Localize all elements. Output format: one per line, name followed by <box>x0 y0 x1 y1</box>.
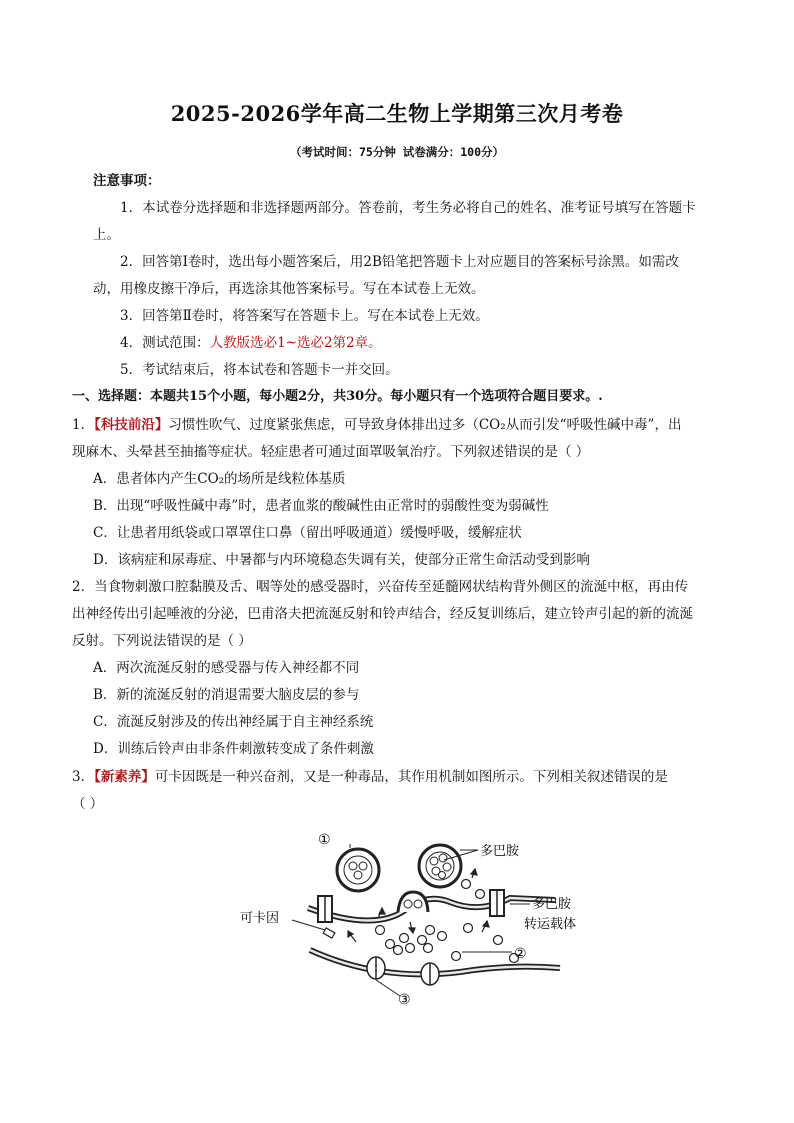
exam-title: 2025-2026学年高二生物上学期第三次月考卷 <box>170 101 624 126</box>
q1-option-d: D．该病症和尿毒症、中暑都与内环境稳态失调有关，使部分正常生命活动受到影响 <box>93 552 590 568</box>
q3-stem-a: 可卡因既是一种兴奋剂，又是一种毒品，其作用机制如图所示。下列相关叙述错误的是 <box>154 769 668 785</box>
q3-stem-line-a <box>72 768 668 786</box>
q2-option-c: C．流涎反射涉及的传出神经属于自主神经系统 <box>93 714 374 730</box>
q2-stem-line-c: 反射。下列说法错误的是（ ） <box>72 633 252 649</box>
label-1: ① <box>318 832 331 848</box>
q2-stem-line-a: 2．当食物刺激口腔黏膜及舌、咽等处的感受器时，兴奋传至延髓网状结构背外侧区的流涎中枢，再由传 <box>72 579 689 595</box>
q1-stem-a: 习惯性吹气、过度紧张焦虑，可导致身体排出过多（CO₂从而引发“呼吸性碱中毒”，出 <box>168 417 682 433</box>
label-dopamine: 多巴胺 <box>480 844 520 859</box>
label-2: ② <box>514 946 527 962</box>
q2-option-b: B．新的流涎反射的消退需要大脑皮层的参与 <box>93 687 360 703</box>
notice-2-line-a: 2．回答第Ⅰ卷时，选出每小题答案后，用2B铅笔把答题卡上对应题目的答案标号涂黑。如需改 <box>120 254 679 270</box>
notice-1-line-b: 上。 <box>93 227 120 243</box>
fusing-vesicle <box>398 892 428 912</box>
label-transporter-b: 转运载体 <box>524 917 577 932</box>
q1-number: 1． <box>72 417 95 433</box>
q2-option-a: A．两次流涎反射的感受器与传入神经都不同 <box>93 660 360 676</box>
notice-5: 5．考试结束后，将本试卷和答题卡一并交回。 <box>120 362 399 378</box>
label-transporter-a: 多巴胺 <box>532 897 572 912</box>
notice-4-range: 人教版选必1~选必2第2章。 <box>209 335 382 351</box>
q2-stem-line-b: 出神经传出引起唾液的分泌，巴甫洛夫把流涎反射和铃声结合，经反复训练后，建立铃声引起的新的流涎 <box>72 606 693 622</box>
q1-stem-line-b: 现麻木、头晕甚至抽搐等症状。轻症患者可通过面罩吸氧治疗。下列叙述错误的是（ ） <box>72 444 590 460</box>
q1-stem-line-a <box>72 416 681 434</box>
q1-option-c: C．让患者用纸袋或口罩罩住口鼻（留出呼吸通道）缓慢呼吸，缓解症状 <box>93 525 522 541</box>
q3-tag: 【新素养】 <box>94 769 155 785</box>
label-3: ③ <box>398 992 411 1008</box>
q1-tag: 【科技前沿】 <box>94 417 169 433</box>
receptor-2 <box>421 963 439 985</box>
label-cocaine: 可卡因 <box>240 911 280 926</box>
synapse-diagram <box>230 822 590 1012</box>
q3-stem-line-b: （ ） <box>72 796 104 812</box>
notice-1-line-a: 1．本试卷分选择题和非选择题两部分。答卷前，考生务必将自己的姓名、准考证号填写在答题卡 <box>120 200 696 216</box>
notice-3: 3．回答第Ⅱ卷时，将答案写在答题卡上。写在本试卷上无效。 <box>120 308 489 324</box>
notice-2-line-b: 动，用橡皮擦干净后，再选涂其他答案标号。写在本试卷上无效。 <box>93 281 485 297</box>
q1-option-a: A．患者体内产生CO₂的场所是线粒体基质 <box>93 471 346 487</box>
notice-heading: 注意事项： <box>93 173 161 189</box>
exam-subtitle: （考试时间：75分钟 试卷满分：100分） <box>289 145 505 159</box>
receptor-1 <box>367 957 385 979</box>
notice-4-prefix: 4．测试范围： <box>120 335 210 351</box>
q3-number: 3． <box>72 769 95 785</box>
cocaine-molecule <box>323 928 335 938</box>
q2-option-d: D．训练后铃声由非条件刺激转变成了条件刺激 <box>93 741 374 757</box>
section-1-heading: 一、选择题：本题共15个小题，每小题2分，共30分。每小题只有一个选项符合题目要求。. <box>72 389 603 404</box>
q1-option-b: B．出现“呼吸性碱中毒”时，患者血浆的酸碱性由正常时的弱酸性变为弱碱性 <box>93 498 549 514</box>
notice-4 <box>120 334 382 352</box>
